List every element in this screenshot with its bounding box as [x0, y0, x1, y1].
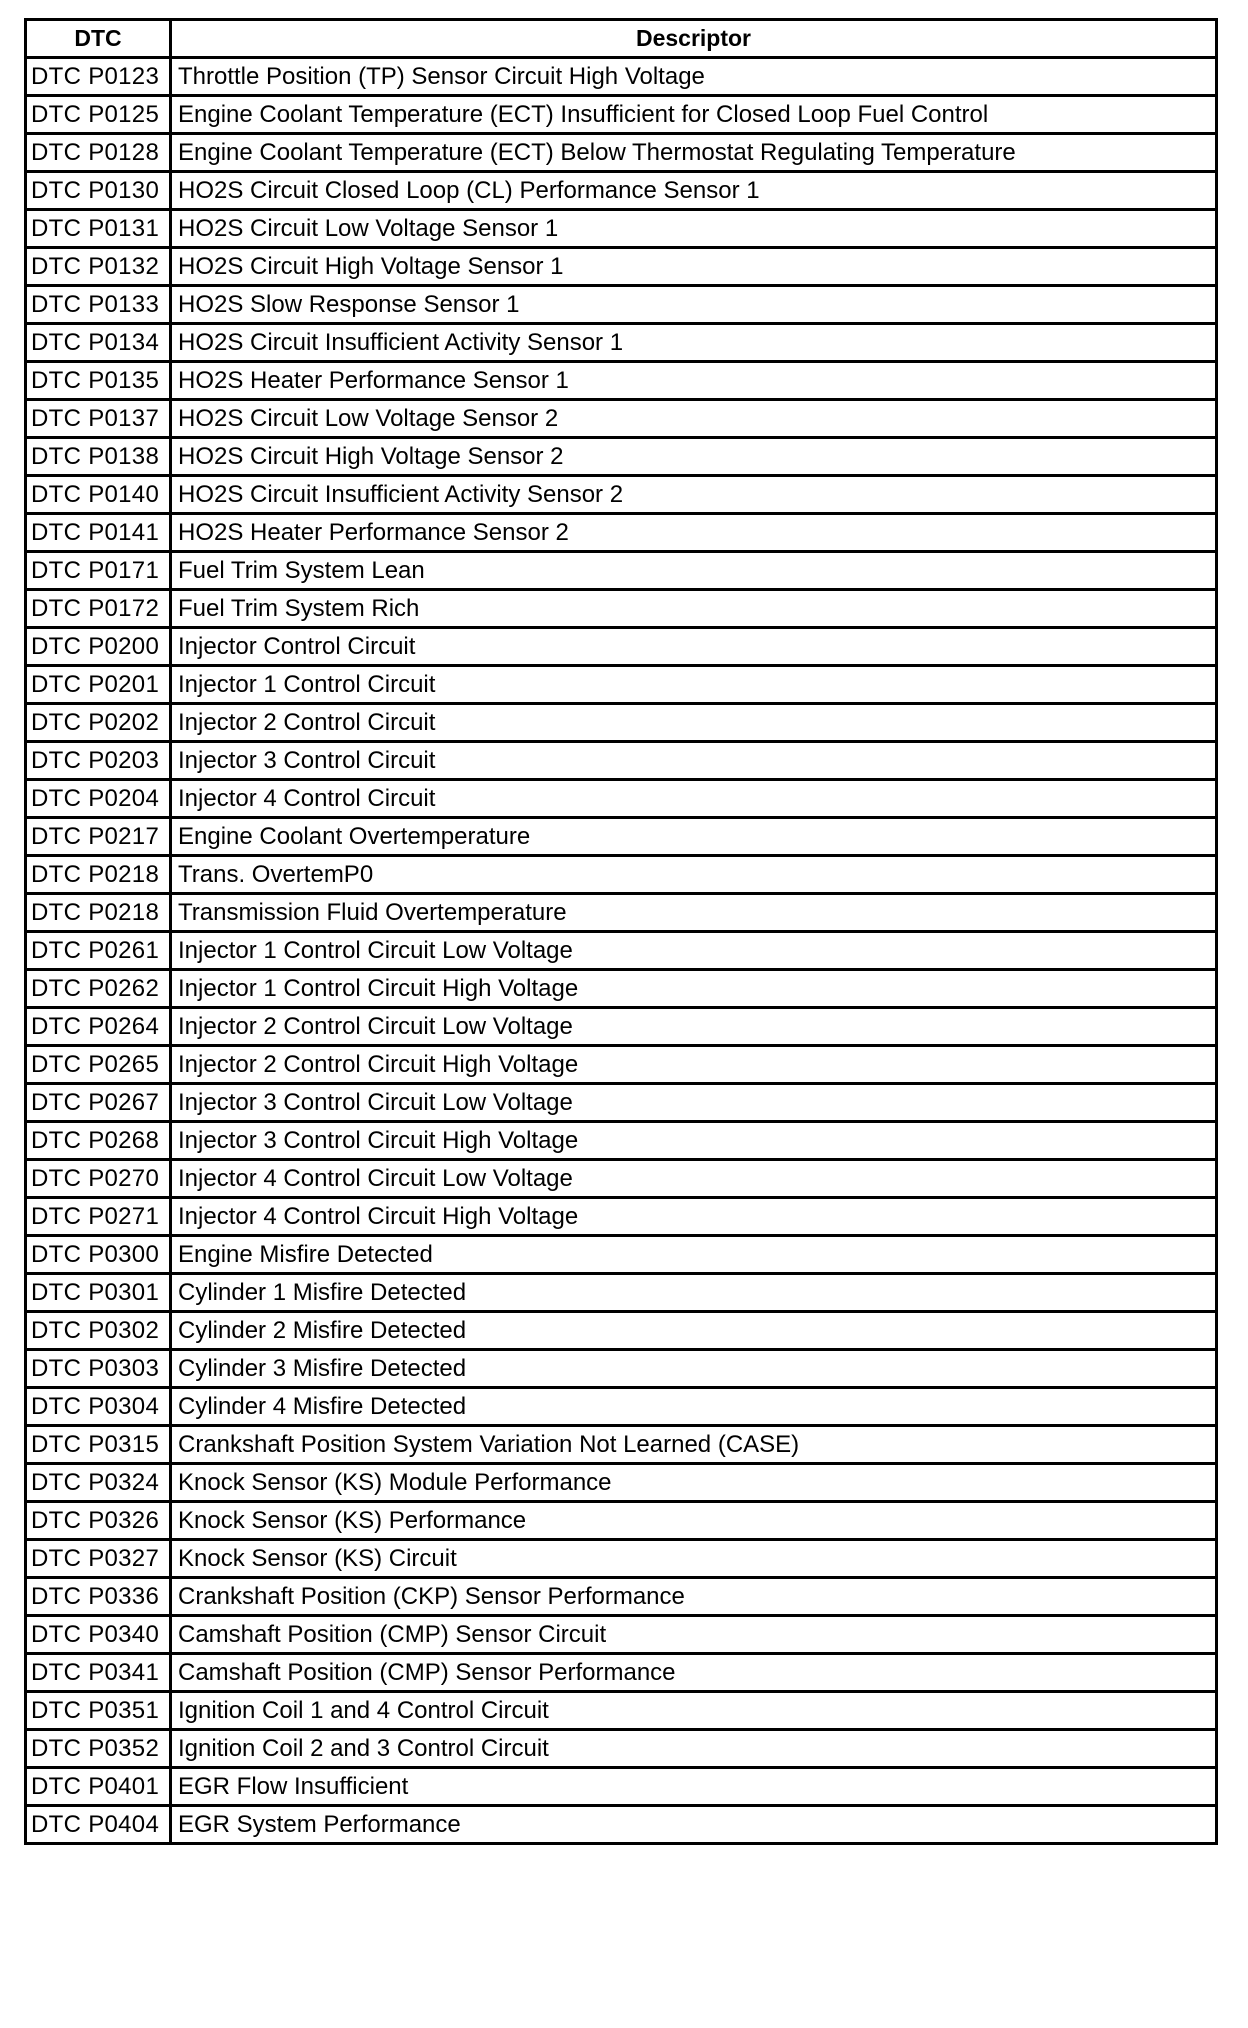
descriptor-cell: Injector 3 Control Circuit Low Voltage — [171, 1084, 1217, 1122]
dtc-code-cell: DTC P0141 — [26, 514, 171, 552]
descriptor-cell: Injector 2 Control Circuit — [171, 704, 1217, 742]
descriptor-cell: EGR Flow Insufficient — [171, 1768, 1217, 1806]
dtc-code-cell: DTC P0351 — [26, 1692, 171, 1730]
descriptor-cell: Camshaft Position (CMP) Sensor Circuit — [171, 1616, 1217, 1654]
descriptor-cell: Injector 4 Control Circuit Low Voltage — [171, 1160, 1217, 1198]
table-row — [26, 590, 1217, 628]
dtc-code-cell: DTC P0201 — [26, 666, 171, 704]
table-row — [26, 628, 1217, 666]
table-row — [26, 1540, 1217, 1578]
table-row — [26, 552, 1217, 590]
table-row — [26, 1236, 1217, 1274]
descriptor-cell: Injector 1 Control Circuit High Voltage — [171, 970, 1217, 1008]
descriptor-cell: Engine Coolant Temperature (ECT) Below Thermostat Regulating Temperature — [171, 134, 1217, 172]
descriptor-cell: Ignition Coil 1 and 4 Control Circuit — [171, 1692, 1217, 1730]
dtc-code-cell: DTC P0132 — [26, 248, 171, 286]
table-row — [26, 362, 1217, 400]
descriptor-cell: Cylinder 4 Misfire Detected — [171, 1388, 1217, 1426]
dtc-code-cell: DTC P0404 — [26, 1806, 171, 1844]
dtc-code-cell: DTC P0315 — [26, 1426, 171, 1464]
table-row — [26, 856, 1217, 894]
descriptor-cell: HO2S Circuit Insufficient Activity Sensor 2 — [171, 476, 1217, 514]
table-row — [26, 742, 1217, 780]
table-row — [26, 818, 1217, 856]
table-row — [26, 1122, 1217, 1160]
table-row — [26, 438, 1217, 476]
dtc-code-cell: DTC P0270 — [26, 1160, 171, 1198]
dtc-code-cell: DTC P0131 — [26, 210, 171, 248]
table-row — [26, 476, 1217, 514]
descriptor-cell: Engine Misfire Detected — [171, 1236, 1217, 1274]
table-row — [26, 248, 1217, 286]
table-row — [26, 1350, 1217, 1388]
dtc-code-cell: DTC P0341 — [26, 1654, 171, 1692]
dtc-code-cell: DTC P0268 — [26, 1122, 171, 1160]
dtc-code-cell: DTC P0300 — [26, 1236, 171, 1274]
dtc-code-cell: DTC P0301 — [26, 1274, 171, 1312]
dtc-code-cell: DTC P0262 — [26, 970, 171, 1008]
dtc-code-cell: DTC P0125 — [26, 96, 171, 134]
dtc-code-cell: DTC P0303 — [26, 1350, 171, 1388]
descriptor-cell: Injector 3 Control Circuit — [171, 742, 1217, 780]
table-row — [26, 400, 1217, 438]
dtc-code-cell: DTC P0137 — [26, 400, 171, 438]
descriptor-cell: Cylinder 3 Misfire Detected — [171, 1350, 1217, 1388]
dtc-code-cell: DTC P0135 — [26, 362, 171, 400]
descriptor-cell: HO2S Slow Response Sensor 1 — [171, 286, 1217, 324]
dtc-code-cell: DTC P0130 — [26, 172, 171, 210]
dtc-code-cell: DTC P0261 — [26, 932, 171, 970]
dtc-code-cell: DTC P0171 — [26, 552, 171, 590]
table-row — [26, 324, 1217, 362]
dtc-code-cell: DTC P0327 — [26, 1540, 171, 1578]
descriptor-cell: HO2S Circuit Low Voltage Sensor 1 — [171, 210, 1217, 248]
dtc-code-cell: DTC P0265 — [26, 1046, 171, 1084]
table-row — [26, 514, 1217, 552]
descriptor-cell: Engine Coolant Temperature (ECT) Insufficient for Closed Loop Fuel Control — [171, 96, 1217, 134]
descriptor-cell: Crankshaft Position System Variation Not Learned (CASE) — [171, 1426, 1217, 1464]
dtc-code-cell: DTC P0218 — [26, 894, 171, 932]
dtc-code-cell: DTC P0133 — [26, 286, 171, 324]
table-header-row — [26, 20, 1217, 58]
descriptor-cell: Injector 4 Control Circuit High Voltage — [171, 1198, 1217, 1236]
descriptor-cell: HO2S Circuit Closed Loop (CL) Performance Sensor 1 — [171, 172, 1217, 210]
descriptor-cell: Fuel Trim System Rich — [171, 590, 1217, 628]
descriptor-cell: Injector Control Circuit — [171, 628, 1217, 666]
dtc-code-cell: DTC P0218 — [26, 856, 171, 894]
descriptor-cell: EGR System Performance — [171, 1806, 1217, 1844]
table-row — [26, 172, 1217, 210]
descriptor-column-header: Descriptor — [171, 20, 1217, 58]
dtc-code-cell: DTC P0204 — [26, 780, 171, 818]
table-row — [26, 1426, 1217, 1464]
descriptor-cell: Fuel Trim System Lean — [171, 552, 1217, 590]
descriptor-cell: HO2S Circuit Low Voltage Sensor 2 — [171, 400, 1217, 438]
table-row — [26, 704, 1217, 742]
descriptor-cell: Ignition Coil 2 and 3 Control Circuit — [171, 1730, 1217, 1768]
descriptor-cell: Knock Sensor (KS) Module Performance — [171, 1464, 1217, 1502]
table-row — [26, 1616, 1217, 1654]
dtc-code-cell: DTC P0267 — [26, 1084, 171, 1122]
table-row — [26, 1008, 1217, 1046]
dtc-code-cell: DTC P0264 — [26, 1008, 171, 1046]
table-row — [26, 1388, 1217, 1426]
table-row — [26, 1464, 1217, 1502]
descriptor-cell: Injector 2 Control Circuit High Voltage — [171, 1046, 1217, 1084]
table-row — [26, 134, 1217, 172]
table-row — [26, 1046, 1217, 1084]
table-row — [26, 1806, 1217, 1844]
dtc-code-cell: DTC P0302 — [26, 1312, 171, 1350]
descriptor-cell: HO2S Circuit Insufficient Activity Sensor 1 — [171, 324, 1217, 362]
descriptor-cell: Camshaft Position (CMP) Sensor Performance — [171, 1654, 1217, 1692]
table-row — [26, 894, 1217, 932]
table-row — [26, 210, 1217, 248]
descriptor-cell: HO2S Heater Performance Sensor 2 — [171, 514, 1217, 552]
table-row — [26, 1654, 1217, 1692]
table-row — [26, 96, 1217, 134]
dtc-code-cell: DTC P0401 — [26, 1768, 171, 1806]
table-row — [26, 932, 1217, 970]
table-row — [26, 1160, 1217, 1198]
table-row — [26, 780, 1217, 818]
descriptor-cell: Injector 2 Control Circuit Low Voltage — [171, 1008, 1217, 1046]
dtc-code-cell: DTC P0271 — [26, 1198, 171, 1236]
dtc-code-cell: DTC P0200 — [26, 628, 171, 666]
dtc-code-cell: DTC P0217 — [26, 818, 171, 856]
dtc-code-cell: DTC P0134 — [26, 324, 171, 362]
table-row — [26, 1274, 1217, 1312]
dtc-code-cell: DTC P0202 — [26, 704, 171, 742]
dtc-code-cell: DTC P0340 — [26, 1616, 171, 1654]
dtc-code-cell: DTC P0326 — [26, 1502, 171, 1540]
table-row — [26, 1692, 1217, 1730]
dtc-code-cell: DTC P0304 — [26, 1388, 171, 1426]
descriptor-cell: Throttle Position (TP) Sensor Circuit High Voltage — [171, 58, 1217, 96]
table-row — [26, 1084, 1217, 1122]
descriptor-cell: HO2S Circuit High Voltage Sensor 2 — [171, 438, 1217, 476]
table-row — [26, 1768, 1217, 1806]
descriptor-cell: Injector 1 Control Circuit — [171, 666, 1217, 704]
table-row — [26, 1730, 1217, 1768]
descriptor-cell: Injector 3 Control Circuit High Voltage — [171, 1122, 1217, 1160]
descriptor-cell: HO2S Heater Performance Sensor 1 — [171, 362, 1217, 400]
table-row — [26, 666, 1217, 704]
descriptor-cell: Injector 4 Control Circuit — [171, 780, 1217, 818]
dtc-code-cell: DTC P0352 — [26, 1730, 171, 1768]
descriptor-cell: Knock Sensor (KS) Performance — [171, 1502, 1217, 1540]
descriptor-cell: Trans. OvertemP0 — [171, 856, 1217, 894]
descriptor-cell: Injector 1 Control Circuit Low Voltage — [171, 932, 1217, 970]
dtc-code-cell: DTC P0172 — [26, 590, 171, 628]
dtc-code-cell: DTC P0123 — [26, 58, 171, 96]
descriptor-cell: Knock Sensor (KS) Circuit — [171, 1540, 1217, 1578]
table-row — [26, 1502, 1217, 1540]
table-row — [26, 1198, 1217, 1236]
table-row — [26, 1312, 1217, 1350]
dtc-column-header: DTC — [26, 20, 171, 58]
dtc-table-body — [26, 58, 1217, 1844]
dtc-table — [24, 18, 1218, 1845]
dtc-code-cell: DTC P0203 — [26, 742, 171, 780]
dtc-code-cell: DTC P0140 — [26, 476, 171, 514]
descriptor-cell: HO2S Circuit High Voltage Sensor 1 — [171, 248, 1217, 286]
descriptor-cell: Cylinder 1 Misfire Detected — [171, 1274, 1217, 1312]
descriptor-cell: Engine Coolant Overtemperature — [171, 818, 1217, 856]
table-row — [26, 970, 1217, 1008]
dtc-code-cell: DTC P0138 — [26, 438, 171, 476]
descriptor-cell: Cylinder 2 Misfire Detected — [171, 1312, 1217, 1350]
dtc-code-cell: DTC P0128 — [26, 134, 171, 172]
descriptor-cell: Transmission Fluid Overtemperature — [171, 894, 1217, 932]
dtc-code-cell: DTC P0336 — [26, 1578, 171, 1616]
table-row — [26, 286, 1217, 324]
table-row — [26, 58, 1217, 96]
table-row — [26, 1578, 1217, 1616]
dtc-code-cell: DTC P0324 — [26, 1464, 171, 1502]
descriptor-cell: Crankshaft Position (CKP) Sensor Performance — [171, 1578, 1217, 1616]
